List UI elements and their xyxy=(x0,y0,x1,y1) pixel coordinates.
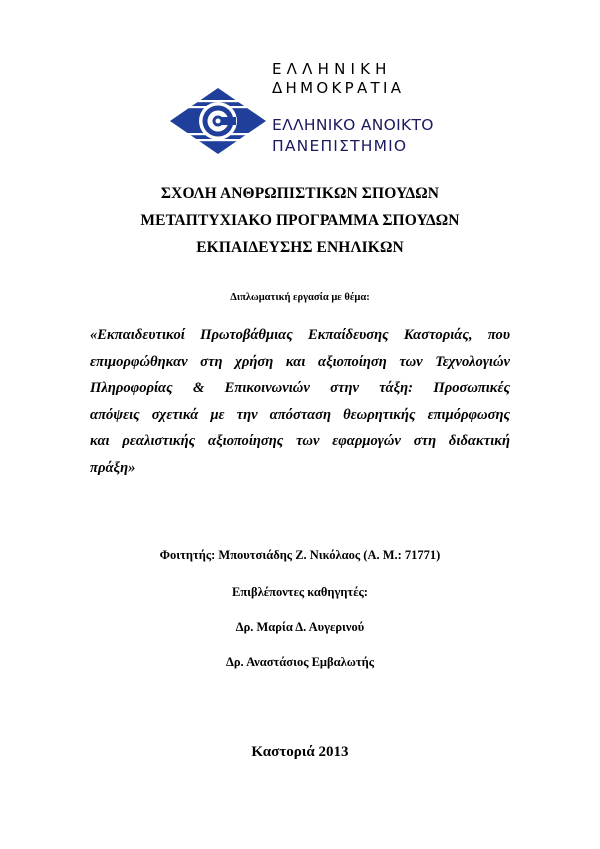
advisors-label: Επιβλέποντες καθηγητές: xyxy=(232,585,368,599)
eap-emblem-icon xyxy=(168,86,268,156)
thesis-title-line: και ρεαλιστικής αξιοποίησης των εφαρμογών στη διδακτική xyxy=(90,433,510,450)
thesis-label: Διπλωματική εργασία με θέμα: xyxy=(230,292,370,303)
place-and-year: Καστοριά 2013 xyxy=(251,744,349,760)
thesis-title-line: επιμορφώθηκαν στη χρήση και αξιοποίηση των Τεχνολογιών xyxy=(90,353,510,370)
university-logo xyxy=(168,58,448,168)
student-info: Φοιτητής: Μπουτσιάδης Ζ. Νικόλαος (Α. Μ.: 71771) xyxy=(159,548,441,562)
thesis-title-line: πράξη» xyxy=(90,459,136,476)
programme-name: ΜΕΤΑΠΤΥΧΙΑΚΟ ΠΡΟΓΡΑΜΜΑ ΣΠΟΥΔΩΝ xyxy=(140,212,460,229)
logo-text-line-3: ΕΛΛΗΝΙΚΟ ΑΝΟΙΚΤΟ xyxy=(272,116,434,134)
logo-text-line-2: ΔΗΜΟΚΡΑΤΙΑ xyxy=(272,79,405,97)
thesis-title-line: απόψεις σχετικά με την απόσταση θεωρητικής επιμόρφωσης xyxy=(90,406,510,423)
logo-text-line-4: ΠΑΝΕΠΙΣΤΗΜΙΟ xyxy=(272,137,408,155)
advisor-name: Δρ. Μαρία Δ. Αυγερινού xyxy=(235,620,365,634)
people-block xyxy=(0,548,600,670)
thesis-title-line: Πληροφορίας & Επικοινωνιών στην τάξη: Προσωπικές xyxy=(90,380,510,397)
advisor-name: Δρ. Αναστάσιος Εμβαλωτής xyxy=(225,655,374,669)
thesis-title-line: «Εκπαιδευτικοί Πρωτοβάθμιας Εκπαίδευσης Καστοριάς, που xyxy=(90,327,510,343)
programme-field: ΕΚΠΑΙΔΕΥΣΗΣ ΕΝΗΛΙΚΩΝ xyxy=(196,239,404,256)
school-heading xyxy=(0,180,600,261)
school-name: ΣΧΟΛΗ ΑΝΘΡΩΠΙΣΤΙΚΩΝ ΣΠΟΥΔΩΝ xyxy=(160,185,440,202)
logo-text-line-1: ΕΛΛΗΝΙΚΗ xyxy=(272,60,392,78)
thesis-title xyxy=(90,322,510,482)
